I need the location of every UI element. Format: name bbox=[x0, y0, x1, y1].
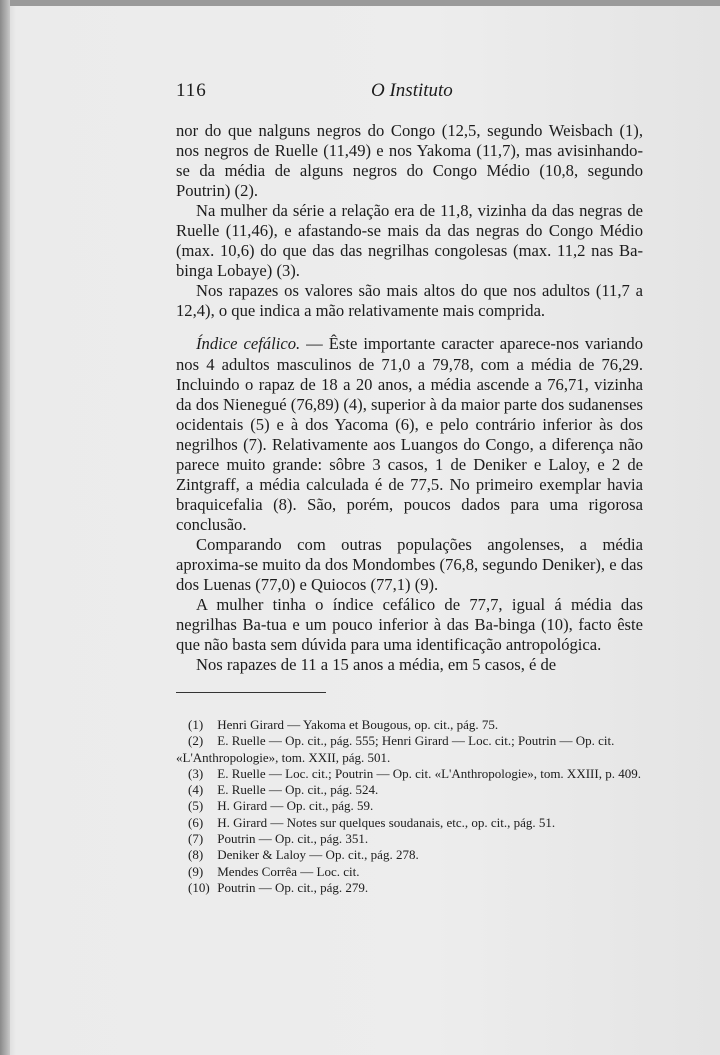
footnote-text: E. Ruelle — Op. cit., pág. 524. bbox=[217, 782, 379, 798]
footnote-number: (2) bbox=[188, 733, 204, 749]
footnote bbox=[176, 880, 643, 896]
page-binding-shadow bbox=[0, 0, 10, 1055]
paragraph-indice-cefalico bbox=[176, 334, 643, 534]
paragraph-2: Na mulher da série a relação era de 11,8, vizinha da das negras de Ruelle (11,46), e afastando-se mais da das negras do Congo Médio (max. 10,6) do que das das negrilhas congolesas (max. 11,2 nas Ba-binga Lobaye) (3). bbox=[176, 201, 643, 281]
body-text bbox=[176, 121, 643, 675]
page-top-edge bbox=[0, 0, 720, 6]
footnote-number: (4) bbox=[188, 782, 204, 798]
footnote-number: (3) bbox=[188, 765, 204, 781]
footnote-text: Poutrin — Op. cit., pág. 279. bbox=[217, 879, 369, 895]
footnote-number: (7) bbox=[188, 831, 204, 847]
footnote-text: Henri Girard — Yakoma et Bougous, op. cit., pág. 75. bbox=[217, 717, 499, 732]
footnote-rule bbox=[176, 692, 326, 693]
footnote-number: (10) bbox=[188, 879, 210, 895]
paragraph-1: nor do que nalguns negros do Congo (12,5, segundo Weisbach (1), nos negros de Ruelle (11,49) e nos Yakoma (11,7), mas avisinhando-se da média de alguns negros do Congo Médio (10,8, segundo Poutrin) (2). bbox=[176, 121, 643, 201]
footnote bbox=[176, 831, 643, 847]
paragraph-4-text: — Êste importante caracter aparece-nos variando nos 4 adultos masculinos de 71,0 a 79,78, com a média de 76,29. Incluindo o rapaz de 18 a 20 anos, a média ascende a 76,71, vizinha da dos Nienegué (76,89) (4), superior à da maior parte dos sudanenses ocidentais (5) e à dos Yacoma (6), e pelo contrário inferior às dos negrilhos (7). Relativamente aos Luangos do Congo, a diferença não parece muito grande: sôbre 3 casos, 1 de Deniker e Laloy, e 2 de Zintgraff, a média calculada é de 77,5. No primeiro exemplar havia braquicefalia (8). São, porém, poucos dados para uma rigorosa conclusão. bbox=[176, 334, 643, 534]
paragraph-5: Comparando com outras populações angolenses, a média aproxima-se muito da dos Mondombes (76,8, segundo Deniker), e das dos Luenas (77,0) e Quiocos (77,1) (9). bbox=[176, 534, 643, 595]
footnote bbox=[176, 733, 643, 766]
page-header bbox=[176, 80, 643, 104]
footnote-text: Poutrin — Op. cit., pág. 351. bbox=[217, 831, 369, 847]
footnote bbox=[176, 864, 643, 880]
footnote bbox=[176, 717, 643, 733]
section-title: Índice cefálico. bbox=[196, 334, 301, 354]
footnote-text: Deniker & Laloy — Op. cit., pág. 278. bbox=[217, 847, 419, 863]
paragraph-6: A mulher tinha o índice cefálico de 77,7, igual á média das negrilhas Ba-tua e um pouco inferior à das Ba-binga (10), facto êste que não basta sem dúvida para uma identificação antropológica. bbox=[176, 595, 643, 655]
paragraph-3: Nos rapazes os valores são mais altos do que nos adultos (11,7 a 12,4), o que indica a mão relativamente mais comprida. bbox=[176, 281, 643, 321]
footnote-number: (6) bbox=[188, 814, 204, 830]
paragraph-7: Nos rapazes de 11 a 15 anos a média, em 5 casos, é de bbox=[196, 655, 557, 675]
footnote-number: (1) bbox=[188, 717, 204, 732]
footnote bbox=[176, 766, 643, 782]
footnote-text: H. Girard — Notes sur quelques soudanais, etc., op. cit., pág. 51. bbox=[217, 814, 556, 830]
footnote-text: H. Girard — Op. cit., pág. 59. bbox=[217, 798, 374, 814]
footnote bbox=[176, 847, 643, 863]
footnote bbox=[176, 782, 643, 798]
footnote bbox=[176, 815, 643, 831]
footnotes bbox=[176, 717, 643, 896]
footnote-number: (9) bbox=[188, 863, 204, 879]
footnote-text: Mendes Corrêa — Loc. cit. bbox=[217, 863, 360, 879]
page-number: 116 bbox=[176, 80, 207, 101]
footnote-text: E. Ruelle — Op. cit., pág. 555; Henri Girard — Loc. cit.; Poutrin — Op. cit. «L'Anthropologie», tom. XXII, pág. 501. bbox=[176, 733, 615, 765]
footnote-text: E. Ruelle — Loc. cit.; Poutrin — Op. cit. «L'Anthropologie», tom. XXIII, p. 409. bbox=[217, 765, 641, 781]
footnote bbox=[176, 798, 643, 814]
footnote-number: (8) bbox=[188, 847, 204, 863]
running-title: O Instituto bbox=[371, 80, 453, 101]
footnote-number: (5) bbox=[188, 798, 204, 814]
